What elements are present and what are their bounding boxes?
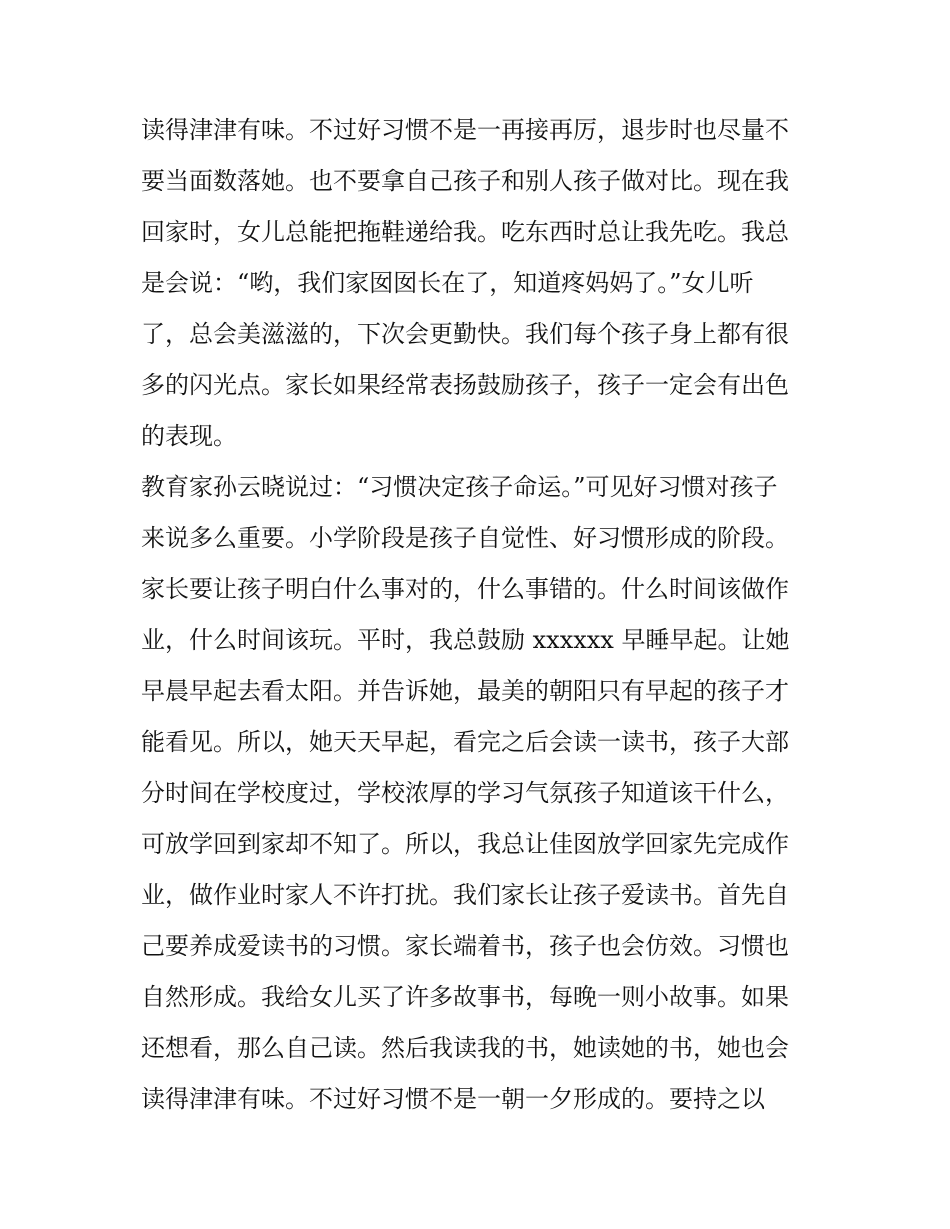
text-line: 来说多么重要。小学阶段是孩子自觉性、好习惯形成的阶段。 xyxy=(141,524,789,552)
text-line: 业，什么时间该玩。平时，我总鼓励 xxxxxx 早睡早起。让她 xyxy=(141,626,790,654)
text-line: 可放学回到家却不知了。所以，我总让佳囡放学回家先完成作 xyxy=(141,830,789,858)
text-line: 了，总会美滋滋的，下次会更勤快。我们每个孩子身上都有很 xyxy=(141,320,789,348)
text-line: 家长要让孩子明白什么事对的，什么事错的。什么时间该做作 xyxy=(141,575,789,603)
text-line: 分时间在学校度过，学校浓厚的学习气氛孩子知道该干什么， xyxy=(141,779,789,807)
text-line: 教育家孙云晓说过：“习惯决定孩子命运。”可见好习惯对孩子 xyxy=(141,473,778,501)
text-line: 读得津津有味。不过好习惯不是一朝一夕形成的。要持之以 xyxy=(141,1085,765,1113)
text-line: 读得津津有味。不过好习惯不是一再接再厉，退步时也尽量不 xyxy=(141,116,789,144)
text-line: 多的闪光点。家长如果经常表扬鼓励孩子，孩子一定会有出色 xyxy=(141,371,789,399)
text-line: 的表现。 xyxy=(141,422,237,450)
text-line: 要当面数落她。也不要拿自己孩子和别人孩子做对比。现在我 xyxy=(141,167,789,195)
text-line: 能看见。所以，她天天早起，看完之后会读一读书，孩子大部 xyxy=(141,728,789,756)
body-text xyxy=(141,106,821,1126)
text-line: 业，做作业时家人不许打扰。我们家长让孩子爱读书。首先自 xyxy=(141,881,789,909)
text-line: 还想看，那么自己读。然后我读我的书，她读她的书，她也会 xyxy=(141,1034,789,1062)
text-line: 自然形成。我给女儿买了许多故事书，每晚一则小故事。如果 xyxy=(141,983,789,1011)
text-line: 早晨早起去看太阳。并告诉她，最美的朝阳只有早起的孩子才 xyxy=(141,677,789,705)
text-line: 回家时，女儿总能把拖鞋递给我。吃东西时总让我先吃。我总 xyxy=(141,218,789,246)
text-line: 己要养成爱读书的习惯。家长端着书，孩子也会仿效。习惯也 xyxy=(141,932,789,960)
text-line: 是会说：“哟，我们家囡囡长在了，知道疼妈妈了。”女儿听 xyxy=(141,269,754,297)
